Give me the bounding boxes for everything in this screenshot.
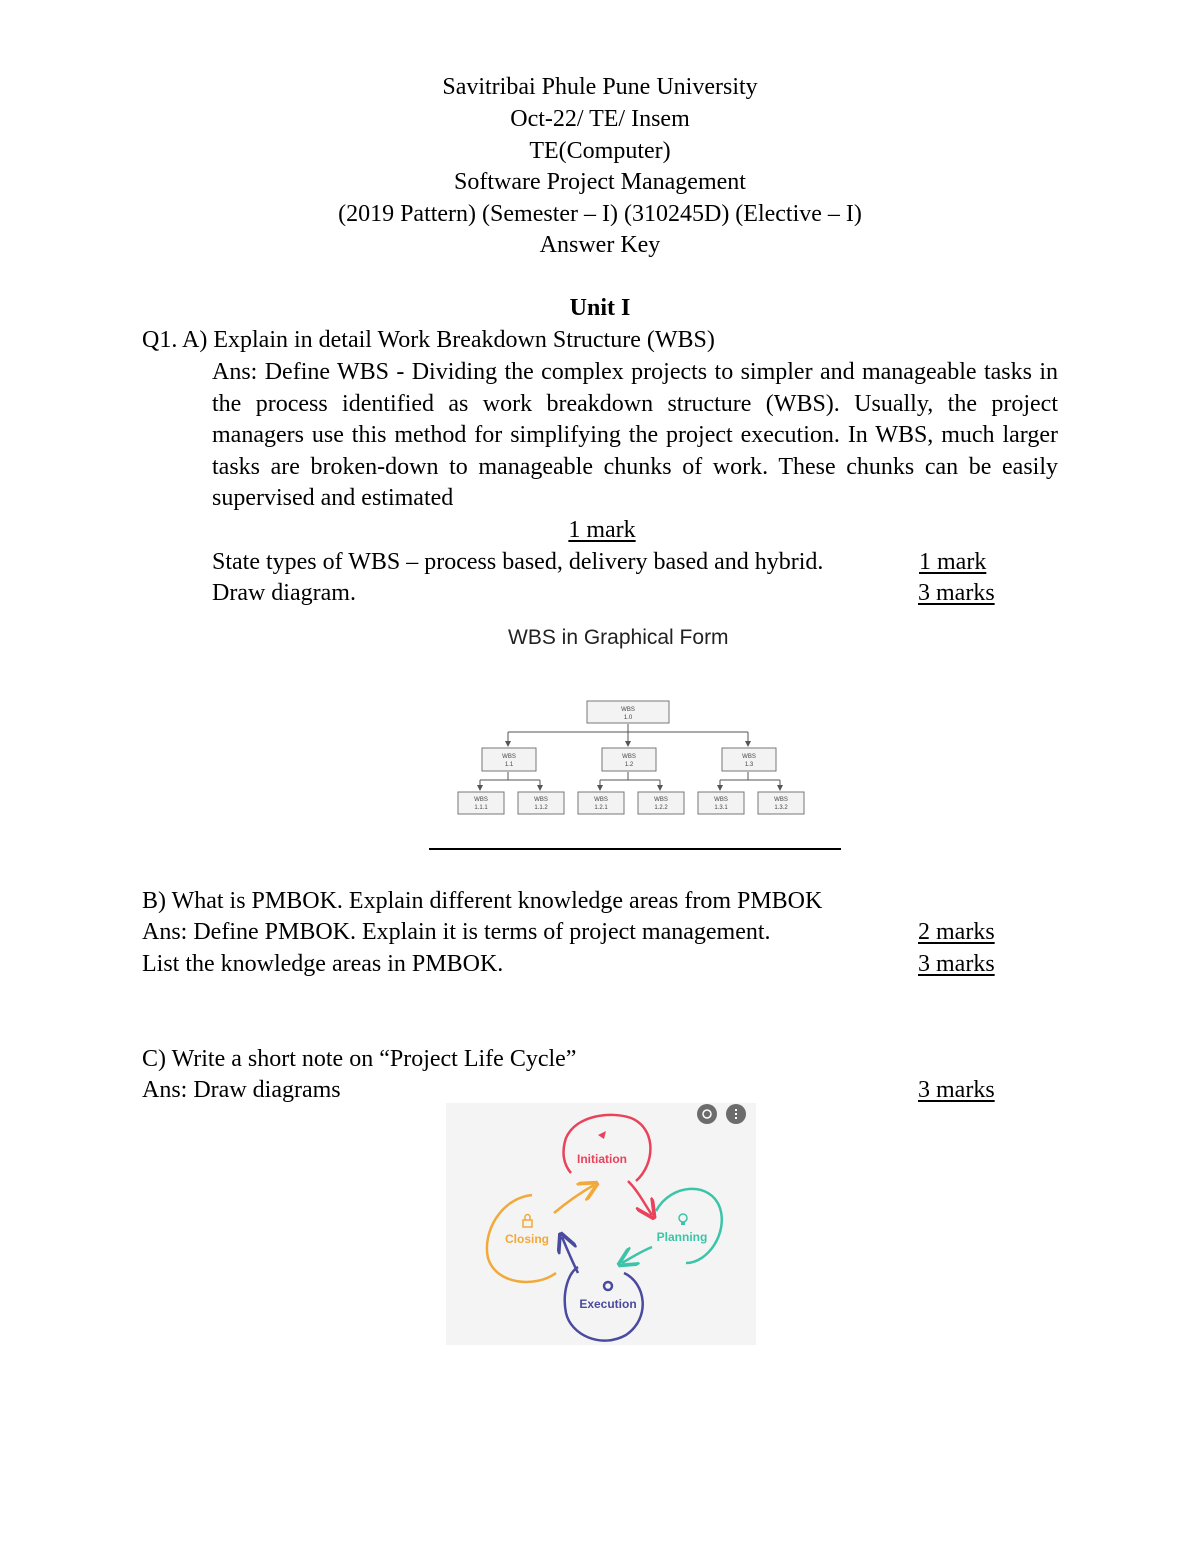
wbs-l2-label: WBS bbox=[594, 797, 608, 803]
wbs-figure-title: WBS in Graphical Form bbox=[508, 626, 729, 649]
wbs-l2-num: 1.3.2 bbox=[774, 805, 788, 811]
knowledge-areas-marks: 3 marks bbox=[918, 951, 995, 977]
bulb-icon bbox=[679, 1214, 687, 1225]
wbs-l2-label: WBS bbox=[714, 797, 728, 803]
wbs-l2-label: WBS bbox=[474, 797, 488, 803]
question-1c: C) Write a short note on “Project Life Cycle” bbox=[142, 1046, 577, 1072]
wbs-l2-num: 1.2.1 bbox=[594, 805, 608, 811]
unit-heading: Unit I bbox=[569, 295, 631, 321]
wbs-l2-num: 1.1.1 bbox=[474, 805, 488, 811]
wbs-l1-label: WBS bbox=[502, 754, 516, 760]
lock-icon bbox=[523, 1215, 532, 1228]
answer-1c: Ans: Draw diagrams bbox=[142, 1077, 341, 1103]
doc-type: Answer Key bbox=[539, 232, 661, 258]
phase-closing: Closing bbox=[505, 1232, 549, 1246]
wbs-l2-num: 1.3.1 bbox=[714, 805, 728, 811]
university-name: Savitribai Phule Pune University bbox=[442, 74, 758, 100]
phase-initiation: Initiation bbox=[577, 1152, 627, 1166]
phase-planning: Planning bbox=[656, 1230, 708, 1244]
wbs-types-marks: 1 mark bbox=[919, 549, 987, 575]
lifecycle-figure bbox=[446, 1103, 756, 1345]
draw-diagram-marks: 3 marks bbox=[918, 580, 995, 606]
wbs-l2-label: WBS bbox=[534, 797, 548, 803]
answer-1b-marks: 2 marks bbox=[918, 919, 995, 945]
divider-line bbox=[429, 848, 841, 850]
wbs-diagram bbox=[440, 690, 820, 820]
wbs-l2-num: 1.1.2 bbox=[534, 805, 548, 811]
wbs-root-label: WBS bbox=[621, 707, 635, 713]
answer-1b: Ans: Define PMBOK. Explain it is terms of project management. bbox=[142, 919, 771, 945]
wbs-l1-num: 1.1 bbox=[504, 762, 514, 768]
gear-icon bbox=[604, 1282, 612, 1290]
pattern-line: (2019 Pattern) (Semester – I) (310245D) (Elective – I) bbox=[338, 201, 862, 227]
question-1a: Q1. A) Explain in detail Work Breakdown Structure (WBS) bbox=[142, 327, 715, 353]
lens-icon bbox=[697, 1104, 717, 1124]
course-name: TE(Computer) bbox=[529, 138, 671, 164]
rocket-icon bbox=[598, 1131, 606, 1139]
answer-1a: Ans: Define WBS - Dividing the complex projects to simpler and manageable tasks in the process identified as work breakdown structure (WBS). Usually, the project managers use this method for simplifying the project execution. In WBS, much larger tasks are broken-down to manageable chunks of work. These chunks can be easily supervised and estimated bbox=[212, 359, 1058, 511]
wbs-l1-num: 1.3 bbox=[744, 762, 754, 768]
knowledge-areas-text: List the knowledge areas in PMBOK. bbox=[142, 951, 504, 977]
wbs-l1-num: 1.2 bbox=[624, 762, 634, 768]
wbs-l2-label: WBS bbox=[774, 797, 788, 803]
wbs-l1-label: WBS bbox=[622, 754, 636, 760]
wbs-types-text: State types of WBS – process based, delivery based and hybrid. bbox=[212, 549, 824, 575]
wbs-root-num: 1.0 bbox=[623, 715, 633, 721]
phase-execution: Execution bbox=[579, 1297, 637, 1311]
answer-1a-marks: 1 mark bbox=[568, 517, 636, 543]
wbs-l1-label: WBS bbox=[742, 754, 756, 760]
wbs-l2-num: 1.2.2 bbox=[654, 805, 668, 811]
subject-name: Software Project Management bbox=[454, 169, 746, 195]
answer-1c-marks: 3 marks bbox=[918, 1077, 995, 1103]
draw-diagram-text: Draw diagram. bbox=[212, 580, 356, 606]
exam-code: Oct-22/ TE/ Insem bbox=[510, 106, 690, 132]
wbs-l2-label: WBS bbox=[654, 797, 668, 803]
question-1b: B) What is PMBOK. Explain different knowledge areas from PMBOK bbox=[142, 888, 823, 914]
